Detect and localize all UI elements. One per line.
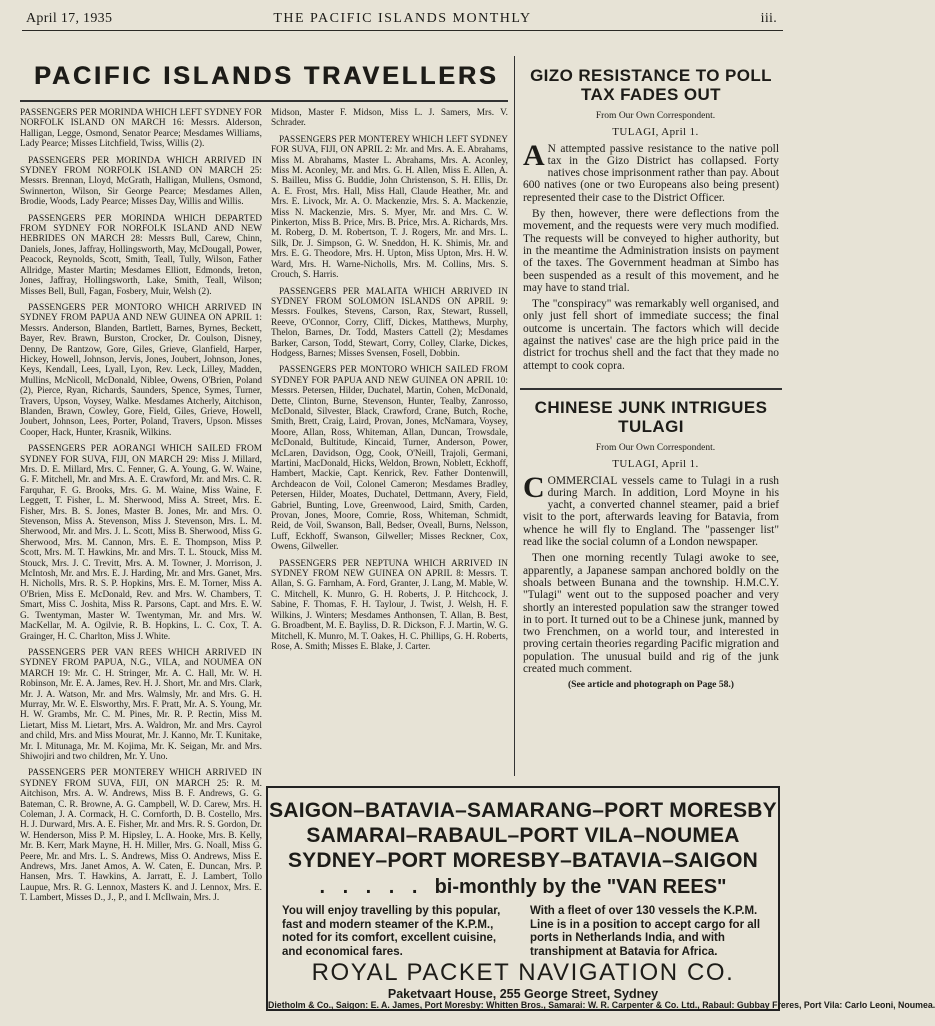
passenger-list-item: PASSENGERS PER MALAITA WHICH ARRIVED IN SYDNEY FROM SOLOMON ISLANDS ON APRIL 9: Messrs. Foulkes, Stevens, Carson, Rax, Stewart, Russell, Reeve, O'Connor, Corry, Cliff, Dickes, Matthews, Murphy, Thelon, Barnes, Dr. Todd, Masters Cattell (2); Mesdames Barker, Carson, Todd, Stewart, Corry, Colley, Clarke, Dickes, Hodgess, Barnes; Misses Svensen, Fosell, Dobbin. — [271, 286, 508, 359]
passenger-list-item: PASSENGERS PER MONTORO WHICH ARRIVED IN SYDNEY FROM PAPUA AND NEW GUINEA ON APRIL 1: Messrs. Anderson, Blanden, Bartlett, Barnes, Byrnes, Beckett, Bayer, Rev. Brawn, Burston, Crocker, Dr. Coulson, Disney, Denny, De Rantzow, Gore, Giles, Grieve, Glanfield, Harper, Hickey, Howell, Johnson, Jervis, Jones, Joubert, Johnson, Jones, Keys, Kendall, Lees, Lyall, Lyon, Rev. Leck, Lilley, Madden, Mullins, McNicoll, McDonald, Niblee, Owens, O'Brien, Poland (2), Pierce, Ryan, Richards, Saunders, Spence, Symes, Turner, Travers, Upson, Voysey, Walke. Mesdames Atcherly, Aitchison, Blanden, Brawn, Cowley, Gore, Field, Giles, Grieve, Howell, Joubert, Johnson, Lees, Porter, Poland, Travers, Upson. Misses Cooper, Hack, Hunter, Krasnik, Wilkins. — [20, 302, 262, 438]
issue-date: April 17, 1935 — [26, 11, 113, 26]
drop-cap: A — [523, 138, 545, 172]
passenger-list-item: PASSENGERS PER MONTORO WHICH SAILED FROM SYDNEY FOR PAPUA AND NEW GUINEA ON APRIL 10: Messrs. Petersen, Hilder, Duchatel, Martin, Cohen, McDonald, Dette, Clinton, Burne, Stevenson, Hunter, Tealby, Zanrosso, McDonald, Silvester, Black, Crawford, Crane, Butch, Roche, Smith, Brett, Craig, Laird, Provan, Jones, McNamara, Voysey, Moore, Allan, Ross, Whiteman, Allan, Duncan, Trowsdale, McDonald, Bultitude, Kincaid, Turner, Anderson, Power, McLaren, Davidson, Ogg, Cook, O'Neill, Trajoli, Germani, Martini, MacDonald, Hicks, Weldon, Brown, Noblett, Eckhoff, Hambert, Mackie, Capt. Kenrick, Rev. Father Dontenwill, Archdeacon de Voil, Colonel Cameron; Mesdames Bradley, Petersen, Hilder, Moates, Duchatel, Dettmann, Avery, Field, Gabriel, Bunting, Love, Greenwood, Laird, Smith, Carden, Provan, Jones, Moore, Comrie, Ross, Whiteman, Schmidt, Reid, de Voil, Swanson, Ball, Bedser, Oveall, Burns, Nelsson, Luff, Eckhoff, Swanson, Gilweller; Misses Reckner, Cox, Owens, Gilweller. — [271, 365, 508, 553]
story-paragraph: By then, however, there were deflections from the movement, and the requests were very much modified. The requests will be conveyed to higher authority, but in the meantime the Administration insists on payment of the taxes. The Government headman at Simbo has been suspended as a result of this movement, and he may have to stand trial. — [523, 208, 779, 294]
passenger-column-2 — [271, 108, 508, 658]
route-line: SAIGON–BATAVIA–SAMARANG–PORT MORESBY — [269, 799, 777, 822]
story-headline: CHINESE JUNK INTRIGUES TULAGI — [534, 398, 768, 436]
see-article-note: (See article and photograph on Page 58.) — [567, 679, 735, 691]
passenger-list-item: Midson, Master F. Midson, Miss L. J. Samers, Mrs. V. Schrader. — [271, 108, 508, 129]
story-paragraph: A N attempted passive resistance to the native poll tax in the Gizo District has collapsed. Forty natives chose imprisonment rather than pay. About 600 natives (one or two Europeans also being present) represented their case to the District Officer. — [523, 138, 779, 204]
passenger-list-item: PASSENGERS PER MONTEREY WHICH LEFT SYDNEY FOR SUVA, FIJI, ON APRIL 2: Mr. and Mrs. A. E. Abrahams, Miss M. Abrahams, Master L. Abrahams, Mrs. A. Aconley, Miss M. Aconley, Mr. and Mrs. G. H. Allen, Miss E. Allen, A. S. Bailleu, Miss G. Buddie, John Christenson, S. H. Ellis, Dr. A. E. Frost, Mrs. Hall, Miss Hall, Claude Heather, Mr. and Mrs. E. Livock, Mr. A. O. Mackenzie, Mrs. S. A. Mackenzie, Miss N. Mackenzie, Mrs. S. Myer, Mr. and Mrs. C. W. Pinkerton, Miss B. Price, Mrs. B. Price, Mrs. A. Richards, Mrs. M. Roberg, D. M. Robertson, T. J. Rogers, Mr. and Mrs. L. Silk, Dr. J. Simpson, G. W. Sneddon, H. K. Shimis, Mr. and Mrs. E. G. Theodore, Mrs. H. Upton, Miss Upton, Mrs. H. W. Ward, Mrs. H. Warne-Nicholls, Mrs. M. Collins, Mrs. S. Crouch, S. Harris. — [271, 134, 508, 281]
passenger-list-item: PASSENGERS PER MORINDA WHICH LEFT SYDNEY FOR NORFOLK ISLAND ON MARCH 16: Messrs. Alderson, Halligan, Legge, Osmond, Senator Pearce; Mesdames Williams, Lady Pearce; Misses Litchfield, Twiss, Willis (2). — [20, 108, 262, 150]
ad-blurb-left: You will enjoy travelling by this popular, fast and modern steamer of the K.P.M., noted for its comfort, excellent cuisine, and economical fares. — [282, 905, 501, 958]
van-rees-line: . . . . . bi-monthly by the "VAN REES" — [319, 876, 727, 898]
correspondent-line: From Our Own Correspondent. — [595, 111, 716, 121]
passenger-list-item: PASSENGERS PER MONTEREY WHICH ARRIVED IN SYDNEY FROM SUVA, FIJI, ON MARCH 25: R. M. Aitchison, Mrs. A. W. Andrews, Miss B. F. Andrews, G. G. Bateman, C. R. Browne, A. G. Campbell, W. D. Carew, Mrs. H. Coleman, J. A. Cormack, H. C. Cornforth, D. B. Costello, Mrs. H. J. Durward, Mrs. A. E. Fisher, Mr. and Mrs. R. S. Gordon, Dr. W. Henderson, Miss P. M. Hipsley, L. A. Hooke, Mrs. B. Kelly, Mr. B. Kerr, Mark Mayne, H. H. Miller, Mrs. G. Noall, Miss G. Peere, Mr. and Mrs. L. S. Andrews, Miss O. Andrews, Miss E. Andrews, Mrs. Janet Amos, A. W. Caten, E. Duncan, Mrs. P. Hansen, Mrs. T. Hawkins, A. Jarratt, E. J. Lambert, Tollo Laupue, Mrs. R. G. Lennox, Masters K. and J. Lennox, Mrs. E. T. Lambert, Misses D., J., P., and I. McIlwain, Mrs. J. — [20, 768, 262, 904]
drop-cap: C — [523, 470, 545, 504]
page-number: iii. — [760, 11, 777, 26]
passenger-list-item: PASSENGERS PER MORINDA WHICH ARRIVED IN SYDNEY FROM NORFOLK ISLAND ON MARCH 25: Messrs. Brennan, Lloyd, McGrath, Halligan, Mullens, Osmond, Swinnerton, Wilson, Sir George Pearce; Mesdames Allen, Brodie, Woods, Lady Pearce; Misses Day, Willis and Willis. — [20, 155, 262, 208]
correspondent-line: From Our Own Correspondent. — [595, 443, 716, 453]
story-paragraph: The "conspiracy" was remarkably well organised, and only just fell short of immediate success; the final outcome is uncertain. The factors which will decide against the natives' case are the high price paid in the district for trochus shell and the fact that they made no attempt to cook copra. — [523, 298, 779, 372]
route-line: SAMARAI–RABAUL–PORT VILA–NOUMEA — [306, 824, 740, 847]
passenger-list-item: PASSENGERS PER MORINDA WHICH DEPARTED FROM SYDNEY FOR NORFOLK ISLAND AND NEW HEBRIDES ON MARCH 28: Messrs Bull, Carew, Chinn, Daniels, Jones, Jaffray, Hollingsworth, May, McDougall, Power, Peacock, Reynolds, Scott, Smith, Teall, Tully, Wilson, Father Allridge, Master Martin; Mesdames Elliott, Edmonds, Ireton, Jones, Jaffray, Hollingsworth, Lake, Smith, Teall, Wilson; Misses Bell, Bull, Fagan, Fosbery, Muir, Welsh (2). — [20, 213, 262, 297]
dateline: TULAGI, April 1. — [612, 458, 699, 471]
company-name: ROYAL PACKET NAVIGATION CO. — [311, 959, 735, 986]
publication-title: THE PACIFIC ISLANDS MONTHLY — [273, 11, 532, 26]
kpm-advertisement — [266, 786, 935, 1011]
agents-line: Dietholm & Co., Saigon: E. A. James, Port Moresby: Whitten Bros., Samarai: W. R. Carpenter & Co. Ltd., Rabaul: Gubbay Freres, Port Vila: Carlo Leoni, Noumea. — [268, 1000, 935, 1010]
passenger-list-item: PASSENGERS PER AORANGI WHICH SAILED FROM SYDNEY FOR SUVA, FIJI, ON MARCH 29: Miss J. Millard, Mrs. D. E. Millard, Mrs. C. Fenner, G. A. Young, G. W. Waine, G. F. Mitchell, Mr. and Mrs. A. E. Crawford, Mr. and Mrs. C. R. Farquhar, F. G. Brooks, Mrs. G. M. Waine, Miss Waine, F. Leggett, T. Fisher, L. M. Sherwood, Miss A. Street, Mrs. E. Fisher, Mrs. B. S. Jones, Master B. Jones, Mr. and Mrs. O. Stevenson, Miss A. Stevenson, Miss J. Stevenson, Mrs. L. M. Sherwood, Mr. and Mrs. J. L. Scott, Miss B. Sherwood, Miss G. Sherwood, Mrs. M. Cannon, Mrs. E. E. Thompson, Miss P. Scott, Mrs. M. T. Hawkins, Mr. and Mrs. T. L. Stouck, Miss M. Stouck, Mrs. J. C. Trevitt, Mrs. A. M. Towner, J. Morrison, J. McIntosh, Mr. and Mrs. E. J. Harding, Mr. and Mrs. Ganet, Mrs. H. Nicholls, Mrs. R. S. P. Hopkins, Mrs. E. M. Torner, Miss A. O'Brien, Miss E. McDonald, Rev. and Mrs. W. Chambers, T. Smart, Miss C. Joshita, Miss R. Parsons, Capt. and Mrs. E. W. G. Twentyman, Master W. Twentyman, Mr. and Mrs. W. MacKellar, M. A. Ogilvie, R. B. Hopkins, L. C. Cox, T. A. Grainger, H. C. Charlton, Miss J. White. — [20, 444, 262, 642]
section-title: PACIFIC ISLANDS TRAVELLERS — [34, 62, 499, 90]
running-header — [22, 8, 783, 31]
column-divider — [514, 56, 515, 776]
title-rule — [20, 100, 508, 102]
passenger-list-item: PASSENGERS PER NEPTUNA WHICH ARRIVED IN SYDNEY FROM NEW GUINEA ON APRIL 8: Messrs. T. Allan, S. G. Farnham, A. Ford, Granter, J. Lang, M. Mable, W. C. Mitchell, K. Munro, G. H. Roberts, J. P. Hitchcock, J. Sabine, F. Thomas, F. H. Taylour, J. Twist, J. Welsh, H. F. Wilkins, J. Winters; Mesdames Anthonsen, T. Allan, B. Best, G. Broadbent, M. E. Bayliss, D. R. Dickson, F. J. Martin, W. G. Mitchell, K. Munro, M. T. Oakes, H. C. Phillips, G. H. Roberts, Rose, A. Smith; Misses E. Blake, J. Carter. — [271, 558, 508, 652]
story-headline: GIZO RESISTANCE TO POLL TAX FADES OUT — [530, 66, 772, 104]
story-divider — [520, 388, 782, 390]
story-paragraph: COMMERCIAL vessels came to Tulagi in a rush during March. In addition, Lord Moyne in his yacht, a converted channel steamer, paid a brief visit to the port, afterwards leaving for Batavia, from whence he will fly to England. The "passenger list" read like the social column of a London newspaper. — [523, 470, 779, 549]
route-line: SYDNEY–PORT MORESBY–BATAVIA–SAIGON — [287, 849, 759, 872]
passenger-list-item: PASSENGERS PER VAN REES WHICH ARRIVED IN SYDNEY FROM PAPUA, N.G., VILA, and NOUMEA ON MARCH 19: Mr. C. H. Stringer, Mr. A. C. Hall, Mr. W. H. Robinson, Mr. E. A. James, Rev. H. J. Short, Mr. and Mrs. Clark, Mr. J. A. Watson, Mr. and Mrs. Walmsly, Mr. and Mrs. G. H. Murray, Mr. W. E. Elsworthy, Mrs. F. Pratt, Mr. A. S. Young, Mr. H. W. Grambs, Mr. C. M. Pines, Mr. R. P. Rectin, Miss M. Lietart, Miss M. Lietart, Mrs. A. Waldron, Mr. and Mrs. Cayrol and child, Mrs. and Miss Mourat, Mr. J. Kanno, Mr. T. Kunitake, Mr. I. Mitunaga, Mr. M. Kojima, Mr. K. Seigan, Mr. and Mrs. Shiwojiri and two children, Mr. Y. Uno. — [20, 647, 262, 762]
passenger-column-1 — [20, 108, 262, 910]
company-address: Paketvaart House, 255 George Street, Sydney — [387, 987, 659, 1001]
story-paragraph: Then one morning recently Tulagi awoke to see, apparently, a Japanese sampan anchored boldly on the shoals between Bunana and the township. H.M.C.Y. "Tulagi" went out to the supposed poacher and very shortly an interested population saw the stranger towed in to port. It turned out to be a Chinese junk, manned by two Frenchmen, on a world tour, and interested in proving certain theories regarding Pacific migration and population. The unusual build and rig of the junk created much comment. — [523, 552, 779, 676]
ad-blurb-right: With a fleet of over 130 vessels the K.P.M. Line is in a position to accept cargo for all ports in Netherlands India, and with transhipment at Batavia for Africa. — [530, 905, 761, 958]
gizo-story — [523, 110, 779, 376]
junk-story — [523, 442, 779, 696]
dateline: TULAGI, April 1. — [612, 126, 699, 139]
